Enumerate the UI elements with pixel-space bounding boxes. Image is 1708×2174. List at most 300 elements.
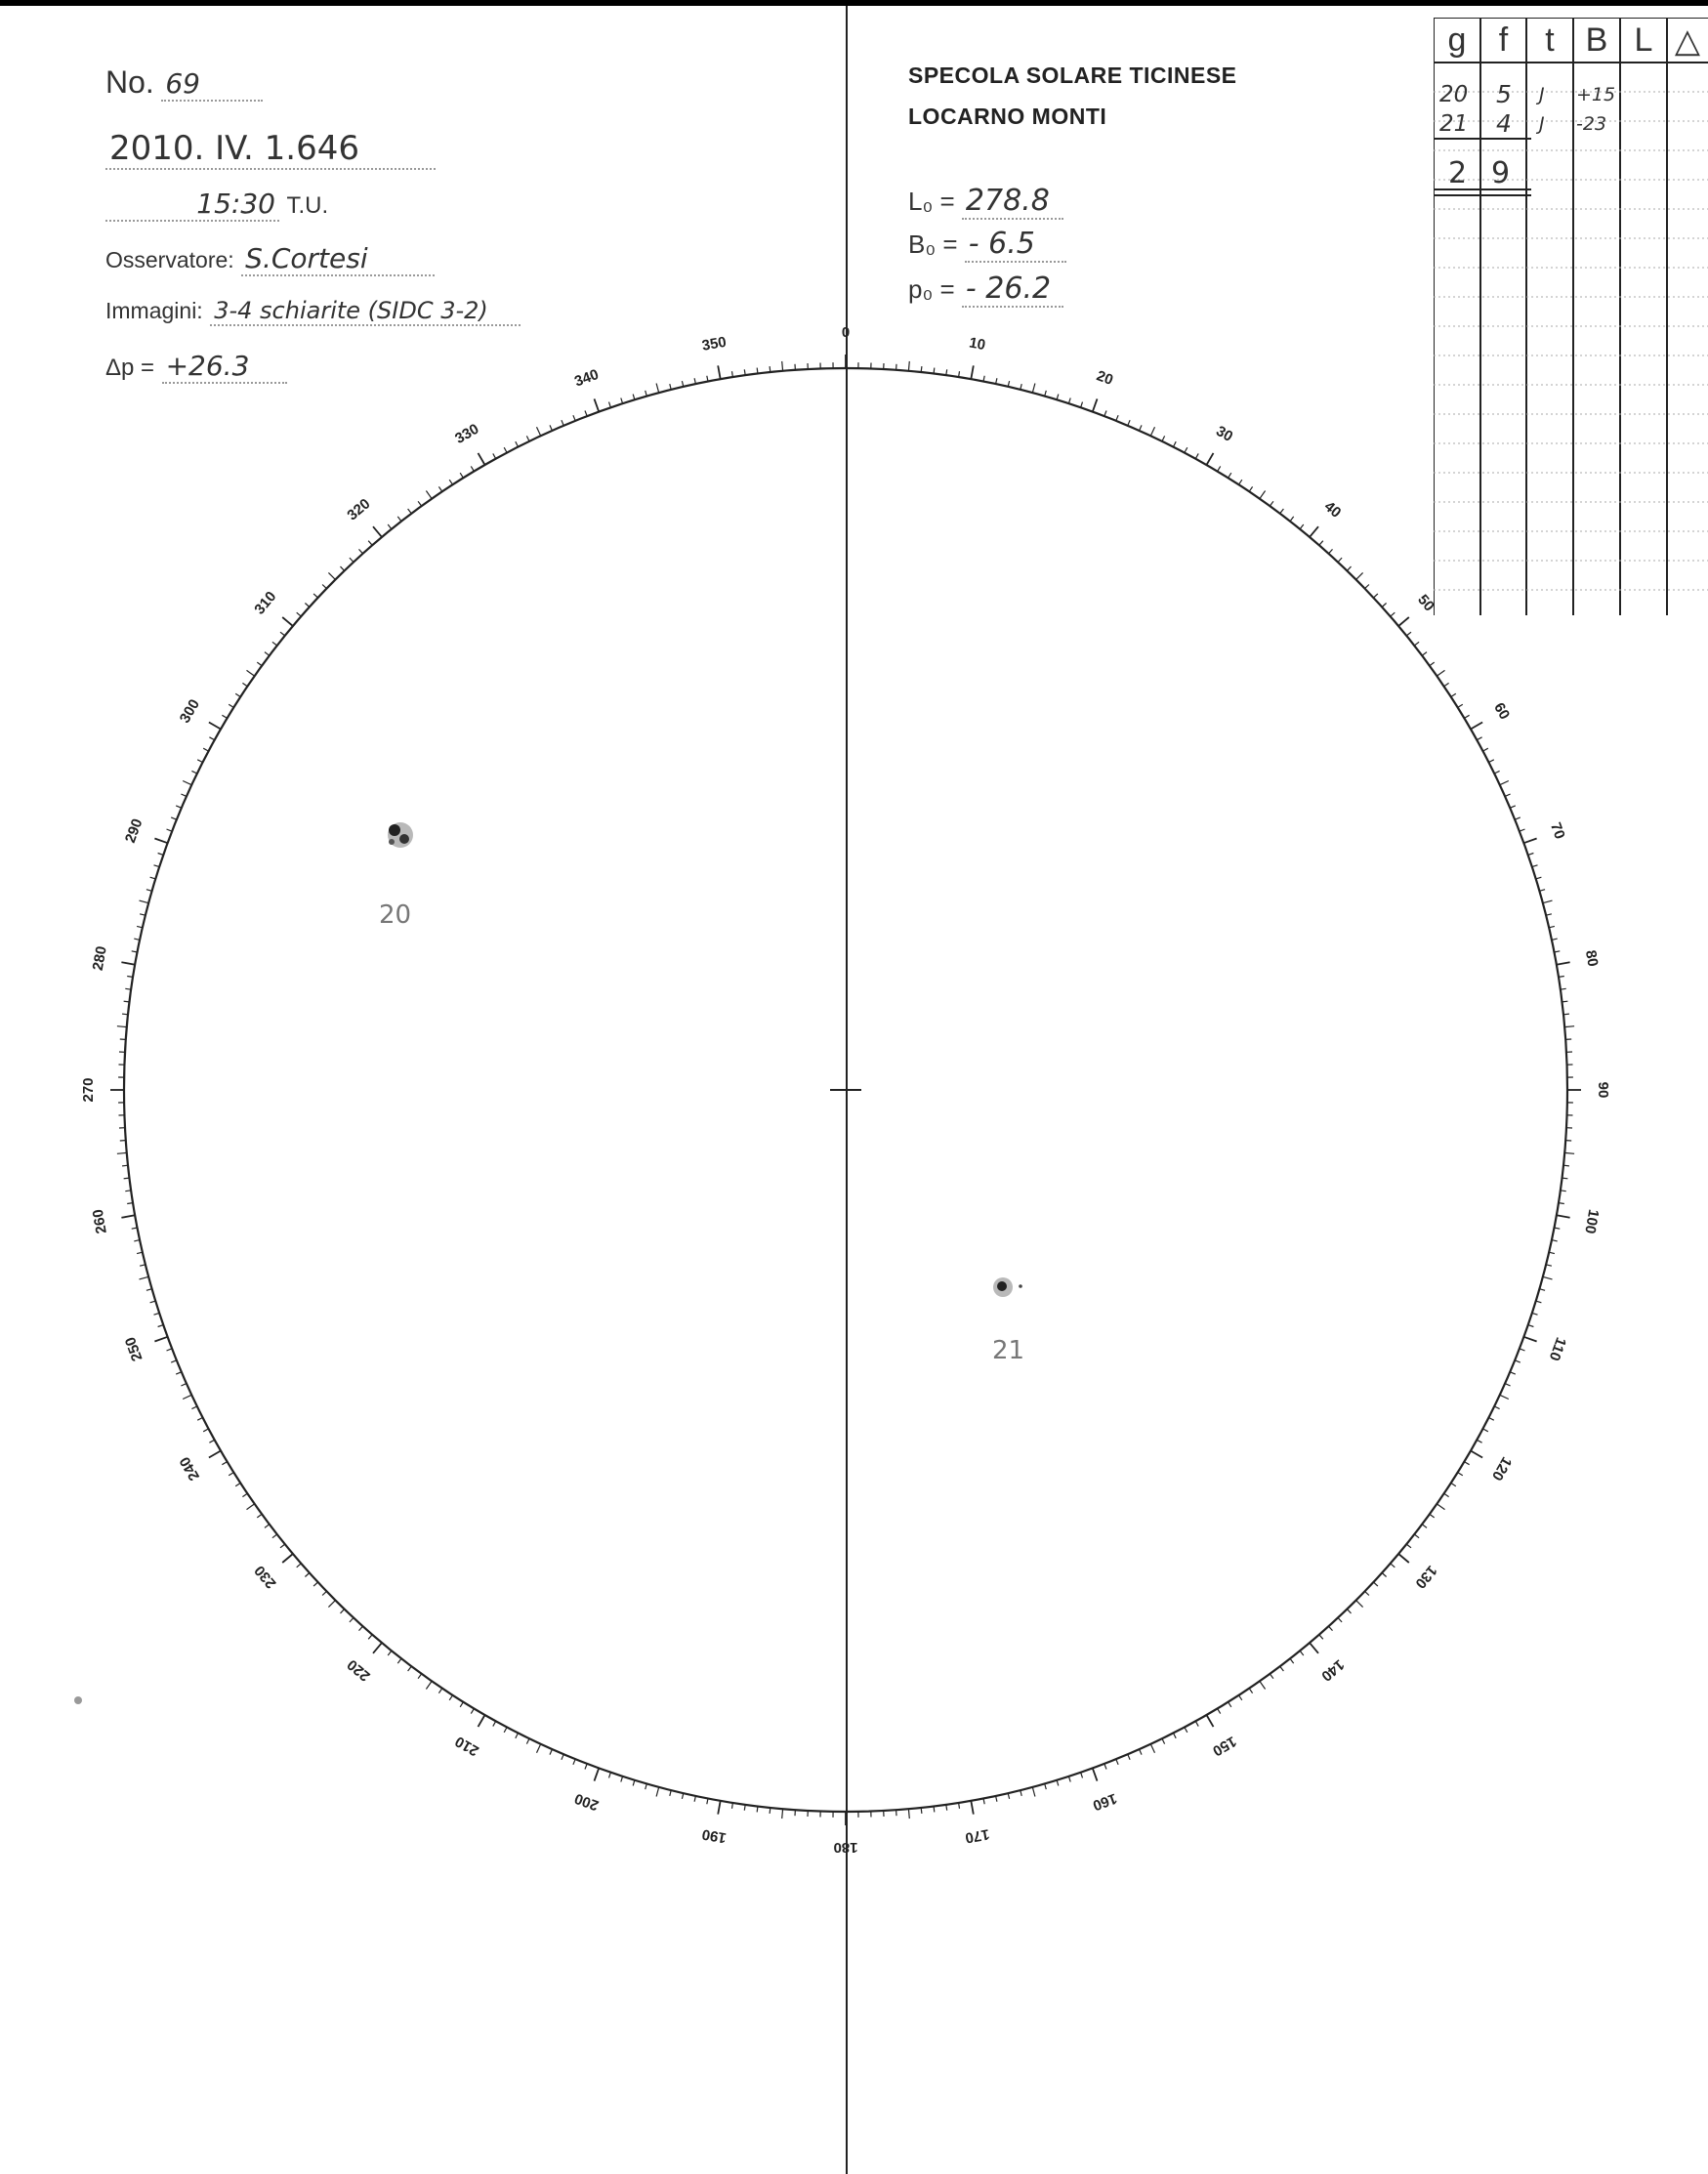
tick-mark (1552, 939, 1558, 940)
tick-mark (1483, 1429, 1488, 1432)
tick-mark (1489, 1418, 1494, 1421)
tick-mark (1207, 1715, 1214, 1727)
tick-mark (573, 415, 575, 421)
tick-mark (1093, 1768, 1098, 1780)
tick-mark (328, 572, 335, 579)
tick-mark (1430, 1514, 1435, 1518)
tick-label-260: 260 (89, 1207, 110, 1235)
tick-mark (1374, 1582, 1378, 1586)
tick-label-240: 240 (176, 1453, 203, 1484)
tick-mark (1150, 1744, 1154, 1753)
row-20-t: J (1539, 84, 1545, 105)
group-label-20: 20 (379, 900, 412, 930)
tick-mark (122, 1165, 128, 1166)
tick-mark (1218, 1708, 1221, 1713)
tick-label-280: 280 (89, 944, 110, 973)
tick-mark (595, 1768, 600, 1780)
tick-mark (1140, 425, 1142, 431)
tick-mark (770, 1808, 771, 1814)
tick-mark (449, 480, 452, 484)
tick-mark (1195, 453, 1198, 458)
tick-mark (1185, 447, 1187, 452)
tick-mark (140, 1265, 146, 1266)
tick-mark (209, 737, 214, 740)
tick-mark (1310, 526, 1318, 537)
tick-mark (550, 1749, 552, 1755)
group-table-grid (1434, 18, 1708, 615)
sunspot-group-21 (993, 1277, 1022, 1297)
tick-mark (1116, 1759, 1118, 1765)
tick-mark (1494, 771, 1499, 773)
tick-mark (1477, 1440, 1481, 1442)
tick-mark (1451, 1484, 1456, 1486)
tick-mark (282, 1554, 293, 1563)
delta-p-value: +26.3 (162, 350, 287, 384)
tick-mark (1249, 1689, 1252, 1693)
tick-mark (550, 425, 552, 431)
tick-mark (257, 1514, 262, 1518)
tick-mark (272, 642, 277, 646)
tick-mark (1391, 1564, 1396, 1568)
tick-mark (297, 612, 302, 616)
tick-label-340: 340 (572, 365, 602, 391)
tick-mark (408, 509, 412, 514)
tick-mark (1249, 486, 1252, 491)
tick-mark (1437, 1504, 1444, 1510)
b0-label: B₀ = (908, 230, 958, 259)
row-21-g: 21 (1439, 111, 1469, 137)
time-unit: T.U. (286, 192, 329, 219)
tick-mark (397, 517, 401, 522)
b0-value: - 6.5 (965, 227, 1066, 263)
tick-mark (167, 829, 173, 831)
tick-mark (1494, 1406, 1499, 1409)
tick-mark (449, 1695, 452, 1700)
tick-mark (313, 594, 317, 598)
tick-mark (280, 1544, 285, 1548)
tick-mark (1406, 632, 1411, 636)
tick-mark (1356, 1601, 1363, 1608)
tick-mark (1422, 652, 1427, 656)
tick-mark (222, 715, 227, 718)
tick-mark (757, 368, 758, 374)
tick-mark (1057, 1780, 1059, 1786)
tick-label-150: 150 (1209, 1733, 1239, 1760)
tick-label-100: 100 (1581, 1207, 1603, 1235)
tick-mark (235, 1484, 240, 1486)
tick-mark (718, 365, 721, 379)
tick-mark (235, 693, 240, 696)
tick-mark (1505, 1384, 1511, 1386)
tick-mark (516, 441, 519, 446)
tick-label-230: 230 (251, 1562, 280, 1592)
tick-mark (134, 939, 140, 940)
tick-mark (1546, 914, 1552, 915)
tick-mark (1523, 1337, 1536, 1342)
tick-mark (971, 365, 974, 379)
tick-mark (1536, 1301, 1542, 1303)
tick-mark (670, 384, 671, 390)
tick-label-210: 210 (452, 1733, 482, 1760)
tick-mark (1391, 612, 1396, 616)
tick-mark (1032, 1787, 1035, 1797)
tick-mark (1564, 1152, 1574, 1153)
tick-mark (1458, 704, 1463, 707)
tick-mark (1104, 411, 1106, 417)
tick-label-30: 30 (1213, 422, 1236, 445)
tick-mark (1150, 427, 1154, 436)
tick-label-270: 270 (79, 1077, 97, 1103)
tick-label-130: 130 (1411, 1562, 1440, 1592)
tick-label-10: 10 (967, 334, 987, 355)
sunspot-umbra (389, 839, 395, 845)
number-label: No. (105, 64, 154, 100)
tick-mark (479, 453, 485, 465)
tick-mark (757, 1807, 758, 1813)
tick-mark (247, 1504, 255, 1510)
tick-mark (595, 398, 600, 411)
tick-mark (471, 1708, 474, 1713)
tick-mark (121, 962, 135, 965)
tick-mark (1552, 1240, 1558, 1241)
p0-label: p₀ = (908, 274, 955, 304)
tick-mark (1174, 441, 1177, 446)
sunspot-pore (1019, 1284, 1022, 1288)
tick-mark (1365, 585, 1369, 589)
tick-mark (1319, 541, 1323, 546)
tick-label-50: 50 (1414, 591, 1437, 615)
tick-mark (1489, 760, 1494, 763)
tick-mark (137, 926, 143, 927)
tick-mark (209, 1440, 214, 1442)
tick-mark (460, 1702, 463, 1707)
tick-mark (585, 411, 587, 417)
tick-mark (1116, 415, 1118, 421)
tick-mark (1260, 491, 1266, 499)
tick-mark (121, 1215, 135, 1218)
tick-mark (154, 839, 167, 844)
tick-mark (1464, 715, 1469, 718)
tick-label-330: 330 (452, 420, 482, 447)
tick-mark (1539, 1289, 1545, 1291)
tick-mark (1562, 1178, 1568, 1179)
tick-mark (418, 1674, 422, 1679)
tick-label-40: 40 (1320, 498, 1345, 522)
tick-mark (408, 1666, 412, 1671)
total-groups: 2 (1448, 156, 1468, 190)
tick-mark (770, 366, 771, 372)
row-20-g: 20 (1439, 82, 1469, 107)
tick-mark (140, 900, 149, 903)
tick-mark (504, 447, 507, 452)
tick-mark (322, 1591, 326, 1595)
tick-label-310: 310 (251, 588, 280, 618)
tick-mark (171, 817, 177, 819)
tick-mark (1557, 1215, 1570, 1218)
tick-mark (229, 704, 233, 707)
tick-mark (526, 436, 529, 440)
observer-label: Osservatore: (105, 247, 234, 272)
row-20-f: 5 (1496, 80, 1512, 108)
tick-mark (782, 1809, 783, 1819)
tick-mark (1398, 1554, 1409, 1563)
tick-mark (1280, 509, 1284, 514)
tick-mark (1239, 1695, 1242, 1700)
tick-label-0: 0 (841, 323, 851, 341)
tick-mark (117, 1026, 127, 1027)
tick-mark (1471, 723, 1482, 730)
delta-p-label: Δp = (105, 355, 155, 381)
tick-mark (1500, 1395, 1509, 1399)
tick-mark (305, 604, 309, 607)
tick-mark (526, 1738, 529, 1743)
tick-mark (656, 384, 659, 394)
table-header-b: B (1585, 21, 1608, 59)
tick-mark (229, 1473, 233, 1476)
tick-label-290: 290 (121, 816, 146, 846)
tick-mark (191, 1406, 196, 1409)
tick-label-170: 170 (963, 1825, 991, 1847)
tick-mark (242, 683, 247, 686)
tick-label-250: 250 (121, 1334, 146, 1363)
tick-mark (176, 1372, 182, 1374)
tick-mark (1562, 1001, 1568, 1002)
row-21-b: -23 (1576, 113, 1607, 135)
tick-mark (493, 453, 496, 458)
tick-label-200: 200 (572, 1789, 602, 1815)
tick-mark (1444, 683, 1449, 686)
tick-mark (996, 1796, 997, 1802)
tick-mark (1347, 566, 1351, 570)
tick-mark (280, 632, 285, 636)
tick-mark (1185, 1728, 1187, 1733)
tick-mark (146, 890, 152, 892)
tick-mark (1270, 501, 1273, 506)
table-header-t: t (1545, 21, 1555, 59)
tick-mark (137, 1252, 143, 1253)
tick-mark (176, 806, 182, 808)
tick-mark (1008, 381, 1009, 387)
tick-mark (1477, 737, 1481, 740)
tick-mark (1356, 572, 1363, 579)
tick-mark (341, 1610, 345, 1613)
tick-mark (222, 1462, 227, 1465)
tick-mark (368, 541, 372, 546)
tick-mark (493, 1721, 496, 1726)
tick-mark (1338, 1618, 1342, 1622)
tick-mark (181, 794, 187, 796)
tick-mark (305, 1573, 309, 1577)
sunspot-umbra (997, 1281, 1007, 1291)
time-value: 15:30 (105, 188, 279, 222)
tick-mark (1300, 524, 1304, 529)
tick-mark (1008, 1793, 1009, 1799)
tick-mark (359, 549, 363, 553)
tick-mark (1437, 670, 1444, 676)
tick-mark (171, 1360, 177, 1362)
tick-mark (1549, 926, 1555, 927)
tick-mark (167, 1349, 173, 1351)
tick-mark (1520, 1349, 1525, 1351)
tick-mark (438, 1689, 441, 1693)
tick-mark (197, 1418, 202, 1421)
tick-mark (516, 1734, 519, 1738)
tick-mark (1140, 1749, 1142, 1755)
tick-mark (438, 486, 441, 491)
tick-mark (908, 361, 909, 371)
tick-mark (921, 366, 922, 372)
tick-mark (1398, 617, 1409, 626)
tick-mark (1451, 693, 1456, 696)
tick-mark (1546, 1265, 1552, 1266)
tick-mark (1515, 1360, 1521, 1362)
tick-mark (585, 1764, 587, 1770)
tick-label-110: 110 (1545, 1335, 1569, 1363)
tick-mark (1045, 1783, 1047, 1789)
tick-label-60: 60 (1490, 699, 1514, 723)
tick-mark (694, 1796, 695, 1802)
tick-mark (265, 652, 270, 656)
tick-mark (1382, 1573, 1386, 1577)
tick-mark (1430, 662, 1435, 666)
table-header-g: g (1447, 21, 1467, 59)
tick-mark (504, 1728, 507, 1733)
tick-label-320: 320 (344, 495, 374, 524)
tick-mark (479, 1715, 485, 1727)
tick-mark (150, 877, 156, 879)
tick-mark (1290, 517, 1294, 522)
total-spots: 9 (1491, 156, 1511, 190)
tick-mark (1195, 1721, 1198, 1726)
tick-mark (1162, 1738, 1165, 1743)
tick-mark (682, 1793, 683, 1799)
tick-mark (1162, 436, 1165, 440)
tick-mark (1536, 877, 1542, 879)
tick-mark (154, 1337, 167, 1342)
tick-mark (140, 1276, 149, 1279)
tick-mark (1260, 1681, 1266, 1689)
tick-mark (1557, 962, 1570, 965)
l0-value: 278.8 (962, 184, 1063, 220)
table-header-f: f (1498, 21, 1509, 59)
tick-mark (633, 395, 635, 400)
tick-mark (1319, 1635, 1323, 1640)
tick-mark (122, 1014, 128, 1015)
tick-mark (1174, 1734, 1177, 1738)
tick-mark (150, 1301, 156, 1303)
tick-label-220: 220 (344, 1655, 374, 1685)
table-header-delta: △ (1674, 22, 1701, 60)
tick-mark (140, 914, 146, 915)
tick-mark (1414, 642, 1419, 646)
tick-mark (1406, 1544, 1411, 1548)
tick-mark (562, 420, 563, 426)
tick-label-160: 160 (1090, 1789, 1119, 1815)
tick-mark (646, 391, 647, 397)
tick-mark (313, 1582, 317, 1586)
tick-mark (908, 1809, 909, 1819)
number-value: 69 (161, 67, 263, 102)
tick-mark (373, 1643, 382, 1653)
tick-mark (1374, 594, 1378, 598)
tick-mark (209, 723, 221, 730)
tick-mark (350, 1618, 354, 1622)
tick-mark (282, 617, 293, 626)
tick-mark (328, 1601, 335, 1608)
sunspot-umbra (399, 834, 409, 844)
tick-mark (1444, 1493, 1449, 1496)
row-20-b: +15 (1576, 84, 1616, 105)
row-21-t: J (1539, 113, 1545, 135)
table-header-l: L (1634, 21, 1653, 59)
tick-mark (1414, 1534, 1419, 1538)
group-label-21: 21 (992, 1336, 1025, 1365)
tick-mark (350, 558, 354, 562)
tick-mark (1128, 1754, 1130, 1760)
tick-mark (1229, 473, 1231, 478)
row-21-f: 4 (1496, 109, 1512, 138)
tick-mark (257, 662, 262, 666)
tick-label-350: 350 (700, 333, 729, 355)
tick-mark (682, 381, 683, 387)
tick-mark (1229, 1702, 1231, 1707)
tick-mark (646, 1783, 647, 1789)
tick-mark (562, 1754, 563, 1760)
sunspot-umbra (389, 824, 400, 836)
tick-mark (996, 378, 997, 384)
tick-mark (209, 1451, 221, 1458)
tick-mark (694, 378, 695, 384)
tick-mark (1329, 549, 1333, 553)
tick-mark (934, 368, 935, 374)
tick-mark (124, 1001, 130, 1002)
tick-mark (322, 585, 326, 589)
tick-mark (1347, 1610, 1351, 1613)
observatory-location: LOCARNO MONTI (908, 104, 1107, 129)
tick-mark (1239, 480, 1242, 484)
tick-label-180: 180 (833, 1839, 858, 1857)
tick-mark (1422, 1525, 1427, 1528)
tick-mark (656, 1787, 659, 1797)
tick-mark (1329, 1626, 1333, 1630)
tick-mark (146, 1289, 152, 1291)
tick-mark (1510, 806, 1516, 808)
tick-mark (397, 1658, 401, 1663)
tick-mark (1338, 558, 1342, 562)
tick-label-300: 300 (176, 696, 203, 727)
tick-mark (1549, 1252, 1555, 1253)
tick-mark (1563, 1014, 1569, 1015)
l0-label: L₀ = (908, 187, 955, 216)
tick-mark (934, 1807, 935, 1813)
tick-mark (426, 491, 432, 499)
tick-mark (1218, 466, 1221, 471)
tick-mark (633, 1780, 635, 1786)
tick-label-20: 20 (1094, 367, 1116, 390)
tick-mark (117, 1152, 127, 1153)
sunspot-group-20 (388, 822, 413, 848)
tick-mark (1365, 1591, 1369, 1595)
tick-mark (1093, 398, 1098, 411)
tick-mark (203, 748, 208, 751)
tick-mark (373, 526, 382, 537)
tick-mark (1270, 1674, 1273, 1679)
tick-mark (388, 524, 392, 529)
tick-mark (197, 760, 202, 763)
tick-mark (460, 473, 463, 478)
tick-mark (573, 1759, 575, 1765)
tick-mark (1290, 1658, 1294, 1663)
